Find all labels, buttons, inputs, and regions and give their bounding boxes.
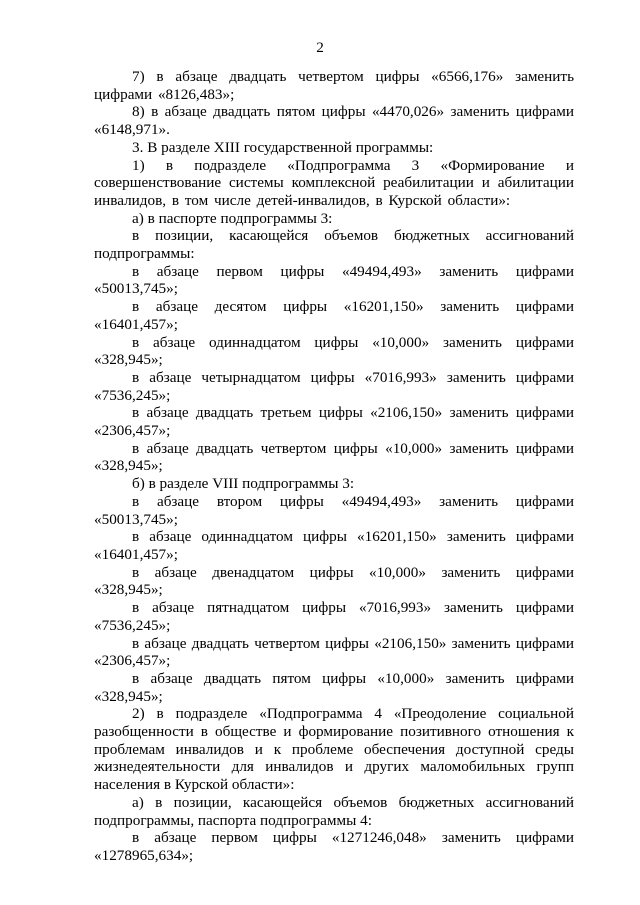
page-number: 2: [316, 39, 324, 56]
paragraph-item-7: 7) в абзаце двадцать четвертом цифры «6566,176» заменить цифрами «8126,483»;: [94, 68, 574, 103]
paragraph-abzac-1: в абзаце первом цифры «49494,493» заменить цифрами «50013,745»;: [94, 262, 574, 298]
section-xiii-heading: 3. В разделе XIII государственной программы:: [132, 138, 434, 156]
paragraph-abzac-24: в абзаце двадцать четвертом цифры «10,000» заменить цифрами «328,945»;: [94, 439, 574, 475]
paragraph-passport-3: а) в паспорте подпрограммы 3:: [132, 209, 333, 227]
document-body: [94, 68, 574, 865]
paragraph-subprogram-4: 2) в подразделе «Подпрограмма 4 «Преодоление социальной разобщенности в обществе и формирование позитивного отношения к проблемам инвалидов и к проблеме обеспечения доступной среды жизнедеятельности для инвалидов и других маломобильных групп населения в Курской области»:: [94, 705, 574, 794]
paragraph-viii-abzac-24: в абзаце двадцать четвертом цифры «2106,150» заменить цифрами «2306,457»;: [94, 634, 574, 670]
paragraph-abzac-10: в абзаце десятом цифры «16201,150» заменить цифрами «16401,457»;: [94, 298, 574, 333]
paragraph-viii-abzac-11: в абзаце одиннадцатом цифры «16201,150» заменить цифрами «16401,457»;: [94, 528, 574, 563]
paragraph-abzac-11: в абзаце одиннадцатом цифры «10,000» заменить цифрами «328,945»;: [94, 333, 574, 369]
paragraph-item-8: 8) в абзаце двадцать пятом цифры «4470,026» заменить цифрами «6148,971».: [94, 103, 574, 139]
paragraph-budget-position: в позиции, касающейся объемов бюджетных ассигнований подпрограммы:: [94, 227, 574, 263]
paragraph-abzac-14: в абзаце четырнадцатом цифры «7016,993» заменить цифрами «7536,245»;: [94, 368, 574, 404]
paragraph-viii-abzac-15: в абзаце пятнадцатом цифры «7016,993» заменить цифрами «7536,245»;: [94, 599, 574, 634]
paragraph-section-viii: б) в разделе VIII подпрограммы 3:: [132, 475, 355, 493]
paragraph-passport-4-abzac-1: в абзаце первом цифры «1271246,048» заменить цифрами «1278965,634»;: [94, 829, 574, 864]
paragraph-subprogram-3: 1) в подразделе «Подпрограмма 3 «Формирование и совершенствование системы комплексной реабилитации и абилитации инвалидов, в том числе детей-инвалидов, в Курской области»:: [94, 156, 574, 209]
paragraph-passport-4: а) в позиции, касающейся объемов бюджетных ассигнований подпрограммы, паспорта подпрограммы 4:: [94, 793, 574, 829]
paragraph-viii-abzac-2: в абзаце втором цифры «49494,493» заменить цифрами «50013,745»;: [94, 492, 574, 528]
paragraph-viii-abzac-25: в абзаце двадцать пятом цифры «10,000» заменить цифрами «328,945»;: [94, 669, 574, 705]
paragraph-abzac-23: в абзаце двадцать третьем цифры «2106,150» заменить цифрами «2306,457»;: [94, 404, 574, 440]
paragraph-viii-abzac-12: в абзаце двенадцатом цифры «10,000» заменить цифрами «328,945»;: [94, 563, 574, 599]
